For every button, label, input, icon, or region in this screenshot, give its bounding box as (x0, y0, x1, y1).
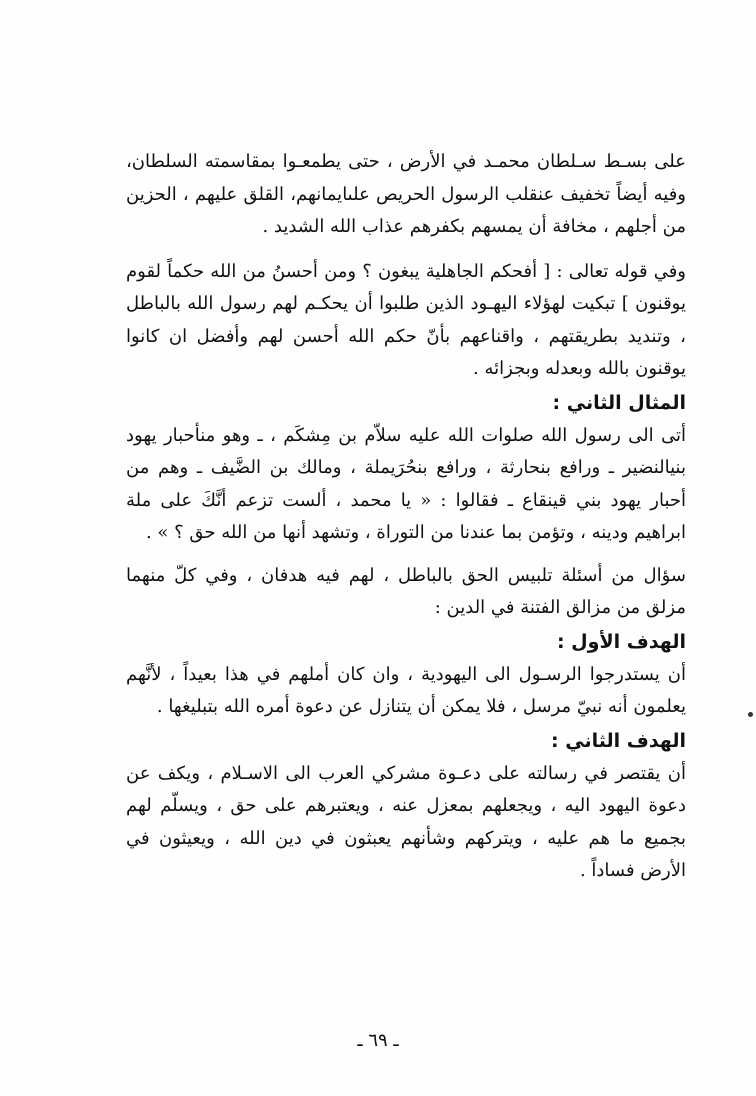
paragraph-1: على بسـط سـلطان محمـد في الأرض ، حتى يطمعـوا بمقاسمته السلطان، وفيه أيضاً تخفيف عنقلب الرسول الحريص علىايمانهم، القلق عليهم ، الحزين من أجلهم ، مخافة أن يمسهم بكفرهم عذاب الله الشديد . (126, 151, 686, 237)
heading-second-example: المثال الثاني : (552, 391, 686, 414)
paragraph-spacer (126, 550, 686, 560)
margin-mark (748, 712, 753, 717)
paragraph-spacer (126, 244, 686, 256)
page-body (126, 146, 686, 888)
paragraph-4: سؤال من أسئلة تلبيس الحق بالباطل ، لهم فيه هدفان ، وفي كلّ منهما مزلق من مزالق الفتنة في الدين : (126, 564, 686, 618)
paragraph-6: أن يقتصر في رسالته على دعـوة مشركي العرب الى الاسـلام ، ويكف عن دعوة اليهود اليه ، ويجعلهم بمعزل عنه ، ويعتبرهم على حق ، ويسلّم لهم بجميع ما هم عليه ، ويتركهم وشأنهم يعبثون في دين الله ، ويعيثون في الأرض فساداً . (126, 762, 687, 881)
heading-second-goal: الهدف الثاني : (551, 729, 686, 752)
paragraph-2: وفي قوله تعالى : [ أفحكم الجاهلية يبغون ؟ ومن أحسنُ من الله حكماً لقوم يوقنون ] تبكيت لهؤلاء اليهـود الذين طلبوا أن يحكـم لهم رسول الله بالباطل ، وتنديد بطريقتهم ، واقناعهم بأنّ حكم الله أحسن لهم وأفضل ان كانوا يوقنون بالله وبعدله وبجزائه . (126, 260, 686, 379)
heading-first-goal: الهدف الأول : (556, 630, 686, 653)
paragraph-5: أن يستدرجوا الرسـول الى اليهودية ، وان كان أملهم في هذا بعيداً ، لأنَّهم يعلمون أنه نبيّ مرسل ، فلا يمكن أن يتنازل عن دعوة أمره الله بتبليغها . (126, 663, 686, 717)
paragraph-3: أتى الى رسول الله صلوات الله عليه سلاّم بن مِشكَم ، ـ وهو منأحبار يهود بنيالنضير ـ ورافع بنحارثة ، ورافع بنحُرَيملة ، ومالك بن الضَّيف ـ وهم من أحبار يهود بني قينقاع ـ فقالوا : « يا محمد ، ألست تزعم أنَّكَ على ملة ابراهيم ودينه ، وتؤمن بما عندنا من التوراة ، وتشهد أنها من الله حق ؟ » . (126, 424, 686, 543)
page-number: ـ ٦٩ ـ (357, 1030, 399, 1051)
